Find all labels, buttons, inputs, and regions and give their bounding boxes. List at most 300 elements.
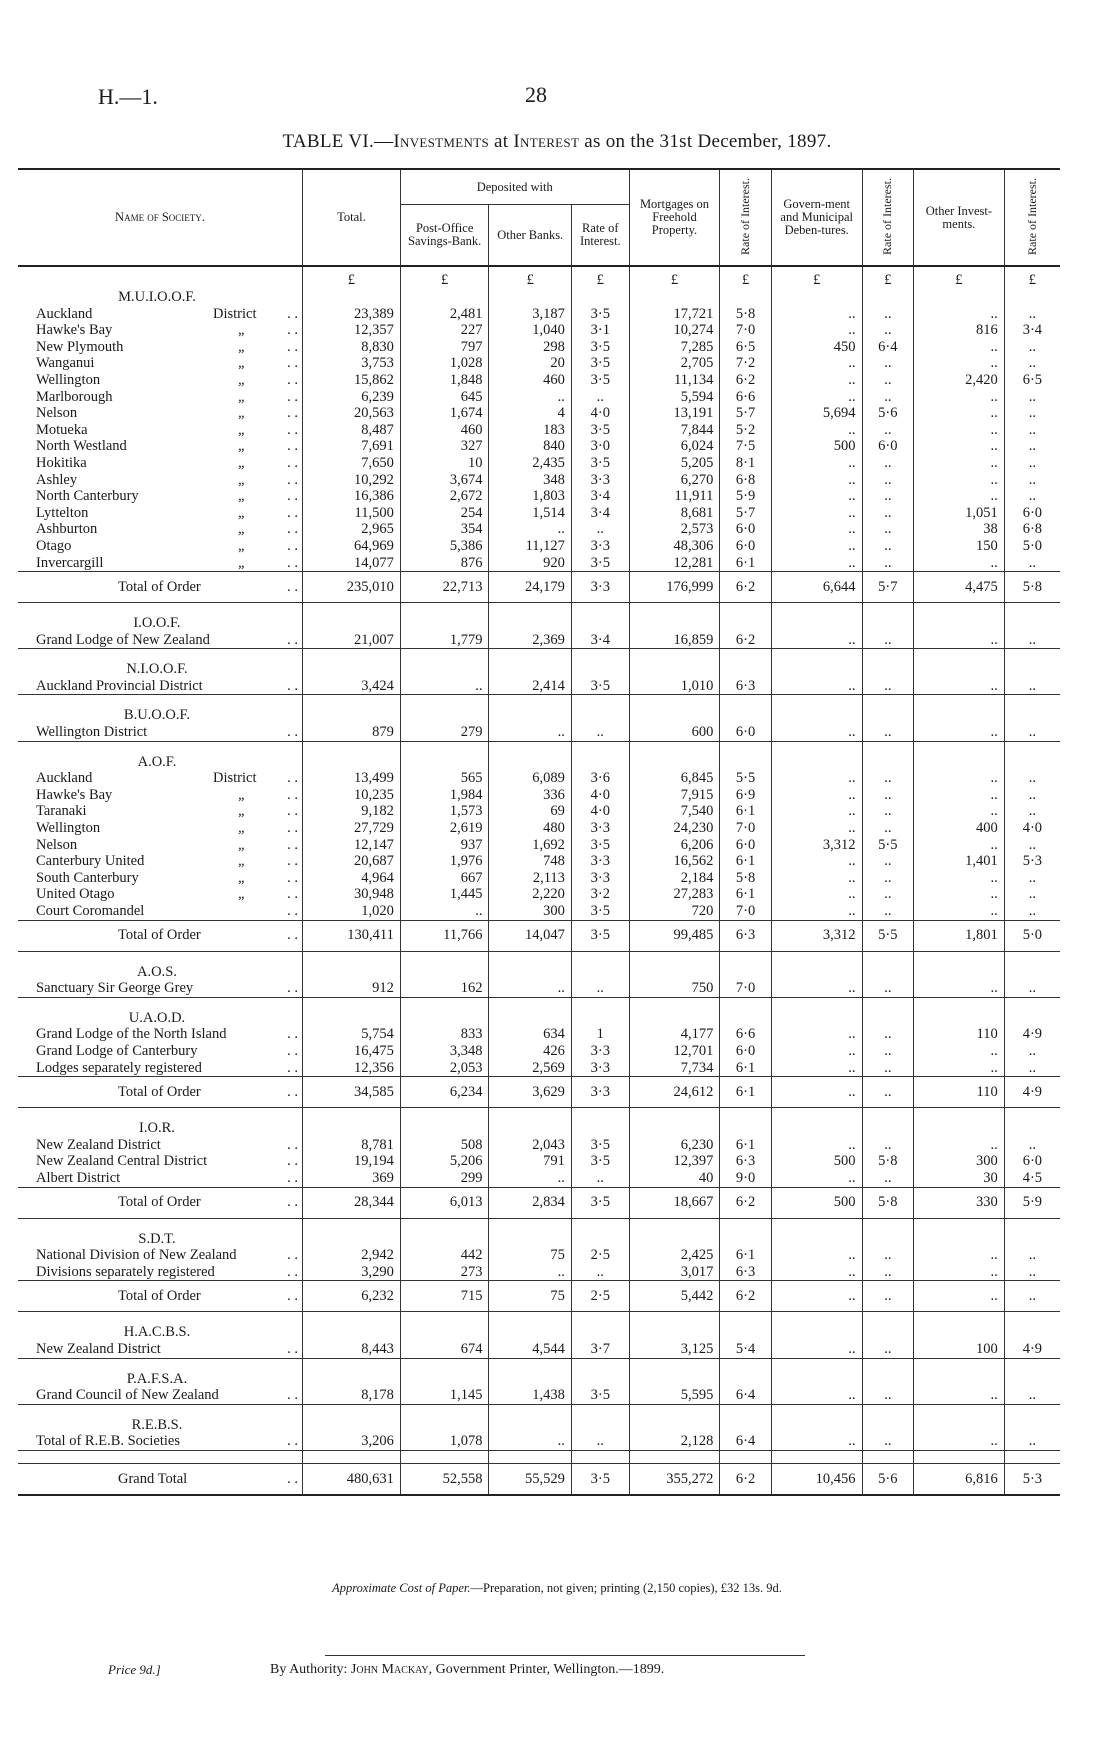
total-row xyxy=(18,1281,1060,1312)
society-name xyxy=(18,1077,302,1108)
rate-cell: 3·5 xyxy=(571,1137,629,1154)
spacer-cell xyxy=(629,997,720,1010)
rate-cell: 3·5 xyxy=(571,920,629,951)
society-name xyxy=(18,1247,302,1264)
rate-cell: 3·5 xyxy=(571,837,629,854)
rate-cell: .. xyxy=(862,1264,914,1281)
empty-cell xyxy=(862,289,914,306)
leader-dots: . . xyxy=(287,504,298,521)
amount-cell: 634 xyxy=(489,1026,571,1043)
rate-cell: 5·7 xyxy=(720,405,772,422)
district-word: District xyxy=(213,305,257,322)
leader-dots: . . xyxy=(287,903,298,919)
spacer-cell xyxy=(629,603,720,616)
rate-cell: .. xyxy=(862,1433,914,1450)
amount-cell: .. xyxy=(771,538,862,555)
group-heading: S.D.T. xyxy=(138,1230,176,1247)
amount-cell: 11,911 xyxy=(629,488,720,505)
amount-cell: 426 xyxy=(489,1043,571,1060)
rate-cell: 6·0 xyxy=(720,724,772,741)
rate-cell: .. xyxy=(1004,1433,1060,1450)
rate-cell: .. xyxy=(862,472,914,489)
rate-cell: 6·3 xyxy=(720,920,772,951)
col-total: Total. xyxy=(302,169,400,266)
spacer-cell xyxy=(1004,997,1060,1010)
spacer-cell xyxy=(18,1404,302,1417)
empty-cell xyxy=(914,1371,1005,1388)
rate-cell: .. xyxy=(862,820,914,837)
leader-dots: . . xyxy=(287,1136,298,1153)
amount-cell: .. xyxy=(771,1026,862,1043)
rate-cell: 6·0 xyxy=(1004,505,1060,522)
rate-cell: .. xyxy=(1004,803,1060,820)
spacer-cell xyxy=(571,997,629,1010)
amount-cell: 6,230 xyxy=(629,1137,720,1154)
empty-cell xyxy=(629,1324,720,1341)
rate-cell: .. xyxy=(1004,1137,1060,1154)
rate-cell: .. xyxy=(862,770,914,787)
spacer-cell xyxy=(302,1358,400,1371)
spacer-cell xyxy=(862,1108,914,1121)
amount-cell: 17,721 xyxy=(629,306,720,323)
amount-cell: 2,569 xyxy=(489,1060,571,1077)
spacer-cell xyxy=(1004,1108,1060,1121)
rate-cell: 6·1 xyxy=(720,853,772,870)
amount-cell: 6,089 xyxy=(489,770,571,787)
rate-cell: 5·5 xyxy=(862,920,914,951)
amount-cell: 11,766 xyxy=(400,920,489,951)
amount-cell: 600 xyxy=(629,724,720,741)
society-name xyxy=(18,1060,302,1077)
rate-cell: 3·6 xyxy=(571,770,629,787)
rate-cell: 6·0 xyxy=(862,438,914,455)
amount-cell: 99,485 xyxy=(629,920,720,951)
amount-cell: .. xyxy=(914,803,1005,820)
empty-cell xyxy=(862,1231,914,1248)
amount-cell: .. xyxy=(914,632,1005,649)
table-row xyxy=(18,372,1060,389)
amount-cell: 75 xyxy=(489,1247,571,1264)
leader-dots: . . xyxy=(287,869,298,886)
amount-cell: .. xyxy=(771,488,862,505)
group-heading-row xyxy=(18,661,1060,678)
amount-cell: 748 xyxy=(489,853,571,870)
spacer-cell xyxy=(629,1108,720,1121)
spacer-cell xyxy=(862,603,914,616)
empty-cell xyxy=(720,1231,772,1248)
rate-cell: 6·0 xyxy=(720,1043,772,1060)
rate-cell: 3·1 xyxy=(571,322,629,339)
society-name-text: Auckland xyxy=(36,305,93,322)
amount-cell: 13,499 xyxy=(302,770,400,787)
rate-cell: 3·5 xyxy=(571,1153,629,1170)
amount-cell: 11,500 xyxy=(302,505,400,522)
rate-cell: 3·3 xyxy=(571,1077,629,1108)
spacer-cell xyxy=(1004,603,1060,616)
spacer-cell xyxy=(302,741,400,754)
amount-cell: 3,312 xyxy=(771,837,862,854)
society-name-text: Ashley xyxy=(36,471,78,488)
amount-cell: 2,113 xyxy=(489,870,571,887)
rate-cell: 5·8 xyxy=(862,1187,914,1218)
spacer-cell xyxy=(771,1218,862,1231)
rate-cell: 3·4 xyxy=(571,488,629,505)
rate-cell: 4·0 xyxy=(1004,820,1060,837)
amount-cell: .. xyxy=(771,853,862,870)
spacer-cell xyxy=(571,603,629,616)
leader-dots: . . xyxy=(287,1470,298,1487)
group-heading: R.E.B.S. xyxy=(131,1416,183,1433)
group-heading: A.O.S. xyxy=(137,963,177,980)
amount-cell: 1,438 xyxy=(489,1387,571,1404)
amount-cell: 2,573 xyxy=(629,521,720,538)
rate-cell: 5·0 xyxy=(1004,920,1060,951)
amount-cell: .. xyxy=(771,632,862,649)
rate-cell: 5·8 xyxy=(720,870,772,887)
rate-cell: .. xyxy=(1004,306,1060,323)
rate-cell: 5·7 xyxy=(862,572,914,603)
ditto-mark: „ xyxy=(238,471,247,488)
amount-cell: 12,356 xyxy=(302,1060,400,1077)
empty-cell xyxy=(629,1010,720,1027)
amount-cell: 5,594 xyxy=(629,389,720,406)
spacer-cell xyxy=(302,1108,400,1121)
society-name xyxy=(18,339,302,356)
ditto-mark: „ xyxy=(238,454,247,471)
amount-cell: 480,631 xyxy=(302,1463,400,1495)
rate-cell: .. xyxy=(862,1281,914,1312)
amount-cell: 327 xyxy=(400,438,489,455)
amount-cell: 3,290 xyxy=(302,1264,400,1281)
spacer-cell xyxy=(629,695,720,708)
empty-cell xyxy=(400,1371,489,1388)
empty-cell xyxy=(914,1324,1005,1341)
amount-cell: 879 xyxy=(302,724,400,741)
amount-cell: .. xyxy=(914,886,1005,903)
amount-cell: .. xyxy=(914,1387,1005,1404)
empty-cell xyxy=(771,964,862,981)
empty-cell xyxy=(720,615,772,632)
amount-cell: .. xyxy=(771,1264,862,1281)
spacer-cell xyxy=(862,695,914,708)
empty-cell xyxy=(914,1120,1005,1137)
amount-cell: 227 xyxy=(400,322,489,339)
amount-cell: 460 xyxy=(489,372,571,389)
amount-cell: 7,691 xyxy=(302,438,400,455)
empty-cell xyxy=(914,615,1005,632)
amount-cell: .. xyxy=(914,1060,1005,1077)
amount-cell: 27,283 xyxy=(629,886,720,903)
society-name xyxy=(18,521,302,538)
spacer-cell xyxy=(720,1218,772,1231)
society-name xyxy=(18,837,302,854)
rate-cell: 3·5 xyxy=(571,1187,629,1218)
empty-cell xyxy=(862,707,914,724)
society-name xyxy=(18,1281,302,1312)
amount-cell: 9,182 xyxy=(302,803,400,820)
rate-cell: 5·9 xyxy=(720,488,772,505)
spacer-cell xyxy=(18,741,302,754)
empty-cell xyxy=(629,1417,720,1434)
empty-cell xyxy=(629,615,720,632)
spacer-cell xyxy=(1004,1404,1060,1417)
society-name-text: Wellington xyxy=(36,820,101,837)
society-name xyxy=(18,853,302,870)
leader-dots: . . xyxy=(287,578,298,595)
amount-cell: 2,053 xyxy=(400,1060,489,1077)
amount-cell: .. xyxy=(771,521,862,538)
group-heading: N.I.O.O.F. xyxy=(126,661,188,678)
amount-cell: 1,984 xyxy=(400,787,489,804)
table-row xyxy=(18,322,1060,339)
amount-cell: 336 xyxy=(489,787,571,804)
rate-cell: 4·9 xyxy=(1004,1077,1060,1108)
society-name xyxy=(18,322,302,339)
rate-cell: .. xyxy=(862,903,914,920)
society-name-text: New Plymouth xyxy=(36,338,124,355)
spacer-cell xyxy=(629,741,720,754)
empty-cell xyxy=(571,1010,629,1027)
amount-cell: 1,145 xyxy=(400,1387,489,1404)
table-row xyxy=(18,1060,1060,1077)
spacer-cell xyxy=(771,1450,862,1463)
amount-cell: 1,078 xyxy=(400,1433,489,1450)
spacer-row xyxy=(18,1312,1060,1325)
amount-cell: 1,051 xyxy=(914,505,1005,522)
spacer-cell xyxy=(489,603,571,616)
rate-cell: .. xyxy=(862,724,914,741)
amount-cell: 480 xyxy=(489,820,571,837)
table-title: TABLE VI.—Investments at Interest as on the 31st December, 1897. xyxy=(282,131,832,152)
society-name-text: Grand Lodge of the North Island xyxy=(36,1026,227,1043)
amount-cell: 2,369 xyxy=(489,632,571,649)
spacer-cell xyxy=(629,951,720,964)
empty-cell xyxy=(771,754,862,771)
amount-cell: 6,232 xyxy=(302,1281,400,1312)
rate-cell: .. xyxy=(1004,555,1060,572)
currency-row xyxy=(18,266,1060,289)
amount-cell: 1,445 xyxy=(400,886,489,903)
rate-cell: 5·8 xyxy=(862,1153,914,1170)
rate-cell: 3·7 xyxy=(571,1341,629,1358)
spacer-cell xyxy=(489,997,571,1010)
rate-cell: .. xyxy=(1004,787,1060,804)
amount-cell: 750 xyxy=(629,980,720,997)
society-name xyxy=(18,1153,302,1170)
spacer-row xyxy=(18,1358,1060,1371)
empty-cell xyxy=(720,1371,772,1388)
amount-cell: 30 xyxy=(914,1170,1005,1187)
leader-dots: . . xyxy=(287,803,298,820)
society-name-text: Ashburton xyxy=(36,521,98,538)
rate-cell: .. xyxy=(862,422,914,439)
spacer-cell xyxy=(771,1312,862,1325)
amount-cell: 28,344 xyxy=(302,1187,400,1218)
rate-cell: .. xyxy=(1004,438,1060,455)
society-name-text: New Zealand District xyxy=(36,1340,161,1357)
table-row xyxy=(18,1043,1060,1060)
amount-cell: 6,013 xyxy=(400,1187,489,1218)
currency-symbol: £ xyxy=(1004,266,1060,289)
empty-cell xyxy=(571,1231,629,1248)
leader-dots: . . xyxy=(287,677,298,694)
amount-cell: 24,179 xyxy=(489,572,571,603)
ditto-mark: „ xyxy=(238,803,247,820)
spacer-cell xyxy=(862,1404,914,1417)
rate-cell: 3·5 xyxy=(571,306,629,323)
empty-cell xyxy=(571,1120,629,1137)
spacer-cell xyxy=(18,1108,302,1121)
spacer-cell xyxy=(302,695,400,708)
leader-dots: . . xyxy=(287,1247,298,1264)
rate-cell: .. xyxy=(862,538,914,555)
society-name xyxy=(18,678,302,695)
spacer-cell xyxy=(720,649,772,662)
amount-cell: 3,017 xyxy=(629,1264,720,1281)
rate-cell: 9·0 xyxy=(720,1170,772,1187)
amount-cell: 7,650 xyxy=(302,455,400,472)
ditto-mark: „ xyxy=(238,886,247,903)
spacer-cell xyxy=(489,1358,571,1371)
empty-cell xyxy=(571,615,629,632)
amount-cell: .. xyxy=(771,787,862,804)
society-name xyxy=(18,820,302,837)
amount-cell: .. xyxy=(489,521,571,538)
empty-cell xyxy=(571,1417,629,1434)
spacer-cell xyxy=(1004,951,1060,964)
amount-cell: 840 xyxy=(489,438,571,455)
rate-cell: .. xyxy=(1004,1387,1060,1404)
rate-cell: 3·5 xyxy=(571,903,629,920)
amount-cell: 12,357 xyxy=(302,322,400,339)
rate-cell: .. xyxy=(862,355,914,372)
group-heading-row xyxy=(18,1324,1060,1341)
rate-cell: 6·3 xyxy=(720,678,772,695)
rate-cell: 7·0 xyxy=(720,820,772,837)
amount-cell: 4,475 xyxy=(914,572,1005,603)
society-name-text: Total of Order xyxy=(118,1288,201,1305)
col-government-debentures: Govern-ment and Municipal Deben-tures. xyxy=(771,169,862,266)
empty-cell xyxy=(771,1120,862,1137)
rate-cell: .. xyxy=(862,555,914,572)
rate-cell: .. xyxy=(1004,1264,1060,1281)
spacer-row xyxy=(18,695,1060,708)
spacer-cell xyxy=(862,997,914,1010)
rate-cell: 6·6 xyxy=(720,389,772,406)
rate-cell: .. xyxy=(862,632,914,649)
empty-cell xyxy=(302,289,400,306)
rate-cell: .. xyxy=(862,787,914,804)
spacer-cell xyxy=(862,1312,914,1325)
rate-cell: 3·2 xyxy=(571,886,629,903)
amount-cell: .. xyxy=(489,1433,571,1450)
spacer-cell xyxy=(302,1218,400,1231)
leader-dots: . . xyxy=(287,471,298,488)
amount-cell: 1,028 xyxy=(400,355,489,372)
amount-cell: .. xyxy=(771,1433,862,1450)
rate-cell: 2·5 xyxy=(571,1247,629,1264)
amount-cell: 38 xyxy=(914,521,1005,538)
amount-cell: .. xyxy=(771,1043,862,1060)
empty-cell xyxy=(914,289,1005,306)
rate-cell: .. xyxy=(1004,678,1060,695)
table-row xyxy=(18,538,1060,555)
rate-cell: .. xyxy=(1004,870,1060,887)
empty-cell xyxy=(489,1010,571,1027)
spacer-cell xyxy=(302,951,400,964)
empty-cell xyxy=(302,1417,400,1434)
amount-cell: 7,734 xyxy=(629,1060,720,1077)
amount-cell: 8,443 xyxy=(302,1341,400,1358)
rate-cell: 4·0 xyxy=(571,787,629,804)
empty-cell xyxy=(629,964,720,981)
amount-cell: .. xyxy=(914,472,1005,489)
amount-cell: 24,612 xyxy=(629,1077,720,1108)
amount-cell: 16,386 xyxy=(302,488,400,505)
amount-cell: 8,681 xyxy=(629,505,720,522)
amount-cell: .. xyxy=(914,455,1005,472)
spacer-cell xyxy=(400,741,489,754)
leader-dots: . . xyxy=(287,438,298,455)
col-deposited-with: Deposited with xyxy=(400,169,629,205)
ditto-mark: „ xyxy=(238,338,247,355)
rate-cell: 5·3 xyxy=(1004,853,1060,870)
empty-cell xyxy=(489,661,571,678)
society-name-text: Hokitika xyxy=(36,454,87,471)
spacer-cell xyxy=(571,695,629,708)
rate-cell: 1 xyxy=(571,1026,629,1043)
empty-cell xyxy=(302,1371,400,1388)
rate-cell: 6·2 xyxy=(720,632,772,649)
empty-cell xyxy=(302,754,400,771)
empty-cell xyxy=(720,661,772,678)
spacer-cell xyxy=(720,603,772,616)
empty-cell xyxy=(914,1417,1005,1434)
rate-cell: 6·1 xyxy=(720,1077,772,1108)
currency-symbol: £ xyxy=(400,266,489,289)
amount-cell: .. xyxy=(489,389,571,406)
table-row xyxy=(18,521,1060,538)
leader-dots: . . xyxy=(287,927,298,944)
rate-cell: 3·5 xyxy=(571,1387,629,1404)
table-body xyxy=(18,266,1060,1495)
empty-cell xyxy=(720,1324,772,1341)
rate-cell: .. xyxy=(571,724,629,741)
rate-cell: 6·1 xyxy=(720,886,772,903)
leader-dots: . . xyxy=(287,1194,298,1211)
table-row xyxy=(18,870,1060,887)
ditto-mark: „ xyxy=(238,388,247,405)
rate-cell: 6·4 xyxy=(862,339,914,356)
table-row xyxy=(18,389,1060,406)
rate-cell: .. xyxy=(862,1341,914,1358)
amount-cell: 176,999 xyxy=(629,572,720,603)
spacer-row xyxy=(18,1108,1060,1121)
empty-cell xyxy=(571,754,629,771)
rate-cell: .. xyxy=(862,1026,914,1043)
table-row xyxy=(18,980,1060,997)
spacer-cell xyxy=(1004,649,1060,662)
leader-dots: . . xyxy=(287,1340,298,1357)
amount-cell: .. xyxy=(914,770,1005,787)
spacer-cell xyxy=(18,649,302,662)
ditto-mark: „ xyxy=(238,521,247,538)
society-name xyxy=(18,1264,302,1281)
amount-cell: 150 xyxy=(914,538,1005,555)
rate-cell: .. xyxy=(571,521,629,538)
society-name xyxy=(18,372,302,389)
society-name-text: Nelson xyxy=(36,405,78,422)
